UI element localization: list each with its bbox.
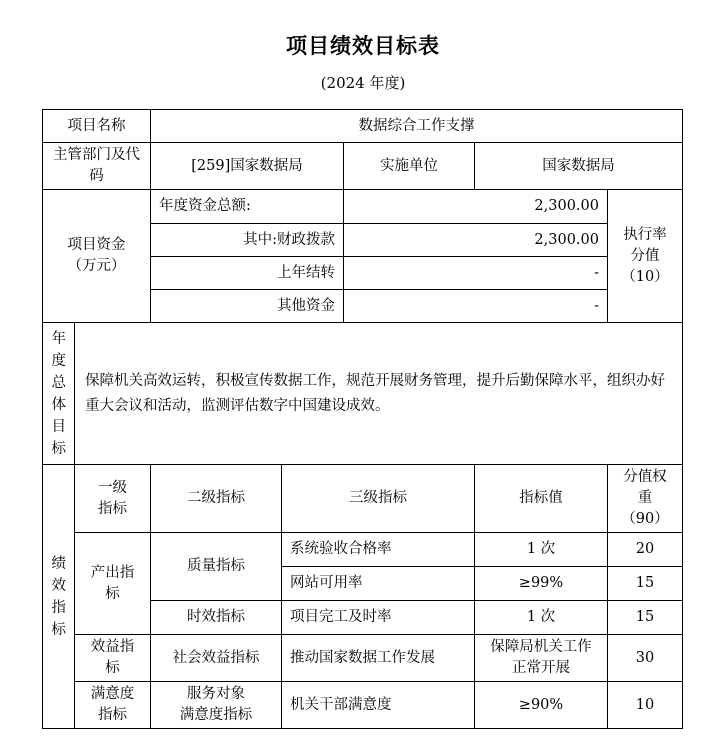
project-name-row [43, 110, 683, 143]
satisfaction-label-line1: 满意度 [90, 686, 135, 702]
performance-indicators-label [43, 465, 75, 729]
indicator-value-line1: 保障局机关工作 [490, 639, 592, 655]
indicator-value [475, 635, 608, 682]
indicator-level2-line1: 服务对象 [187, 686, 245, 702]
header-level1-line2: 指标 [98, 500, 127, 517]
indicator-value: 1 次 [475, 601, 608, 635]
funds-carryover-label: 上年结转 [151, 257, 344, 290]
header-weight-line1: 分值权 [623, 469, 667, 485]
header-weight-line2: 重 [637, 490, 653, 506]
annual-goal-text: 保障机关高效运转，积极宣传数据工作，规范开展财务管理，提升后勤保障水平，组织办好重大会议和活动，监测评估数字中国建设成效。 [75, 323, 683, 465]
funds-total-row [43, 190, 683, 224]
indicator-weight: 15 [608, 601, 683, 635]
output-indicators-label [75, 533, 151, 635]
page-title: 项目绩效目标表 [286, 34, 440, 58]
quality-indicators-label: 质量指标 [151, 533, 282, 601]
output-label-line2: 标 [105, 585, 120, 602]
indicator-value: ≥90% [475, 682, 608, 729]
execution-rate-line3: （10） [621, 268, 669, 285]
implementing-unit-value: 国家数据局 [475, 143, 683, 190]
indicator-row [43, 635, 683, 682]
implementing-unit-label: 实施单位 [344, 143, 475, 190]
department-row [43, 143, 683, 190]
header-weight-line3: （90） [621, 511, 669, 527]
indicator-level3: 网站可用率 [282, 567, 475, 601]
funds-label-line1: 项目资金 [67, 237, 126, 253]
indicator-level3: 项目完工及时率 [282, 601, 475, 635]
funds-fiscal-label: 其中:财政拨款 [151, 224, 344, 257]
project-name-label: 项目名称 [43, 110, 151, 143]
header-level1-line1: 一级 [98, 479, 127, 496]
header-level3: 三级指标 [282, 465, 475, 533]
department-value: [259]国家数据局 [151, 143, 344, 190]
indicator-level3: 机关干部满意度 [282, 682, 475, 729]
execution-rate-line1: 执行率 [623, 226, 667, 243]
execution-rate-line2: 分值 [630, 247, 660, 264]
execution-rate-score [608, 190, 683, 323]
performance-indicators-label-text: 绩效指标 [51, 555, 66, 638]
indicator-value-line2: 正常开展 [512, 660, 570, 676]
indicator-header-row [43, 465, 683, 533]
performance-target-table [42, 109, 683, 729]
header-indicator-value: 指标值 [475, 465, 608, 533]
benefit-indicators-label [75, 635, 151, 682]
satisfaction-indicators-label [75, 682, 151, 729]
benefit-label-line2: 标 [105, 660, 120, 676]
funds-total-value: 2,300.00 [344, 190, 608, 224]
funds-carryover-value: - [344, 257, 608, 290]
project-name-value: 数据综合工作支撑 [151, 110, 683, 143]
annual-goal-row [43, 323, 683, 465]
indicator-level2: 社会效益指标 [151, 635, 282, 682]
indicator-weight: 30 [608, 635, 683, 682]
indicator-level2 [151, 682, 282, 729]
satisfaction-label-line2: 指标 [98, 707, 127, 723]
indicator-level3: 系统验收合格率 [282, 533, 475, 567]
funds-other-label: 其他资金 [151, 290, 344, 323]
indicator-weight: 20 [608, 533, 683, 567]
funds-fiscal-value: 2,300.00 [344, 224, 608, 257]
funds-other-value: - [344, 290, 608, 323]
indicator-level3: 推动国家数据工作发展 [282, 635, 475, 682]
indicator-row [43, 533, 683, 567]
indicator-level2-line2: 满意度指标 [179, 707, 253, 723]
indicator-weight: 15 [608, 567, 683, 601]
annual-goal-label-text: 年度总体目标 [51, 330, 66, 457]
indicator-weight: 10 [608, 682, 683, 729]
indicator-value: ≥99% [475, 567, 608, 601]
department-label: 主管部门及代码 [43, 143, 151, 190]
header-level1 [75, 465, 151, 533]
output-label-line1: 产出指 [90, 564, 135, 581]
benefit-label-line1: 效益指 [90, 639, 135, 655]
indicator-value: 1 次 [475, 533, 608, 567]
indicator-level2: 时效指标 [151, 601, 282, 635]
page-subtitle: (2024 年度) [320, 74, 406, 92]
header-weight [608, 465, 683, 533]
header-level2: 二级指标 [151, 465, 282, 533]
annual-goal-label [43, 323, 75, 465]
funds-label-line2: （万元） [67, 258, 126, 274]
funds-total-label: 年度资金总额: [151, 190, 344, 224]
funds-label [43, 190, 151, 323]
indicator-row [43, 682, 683, 729]
